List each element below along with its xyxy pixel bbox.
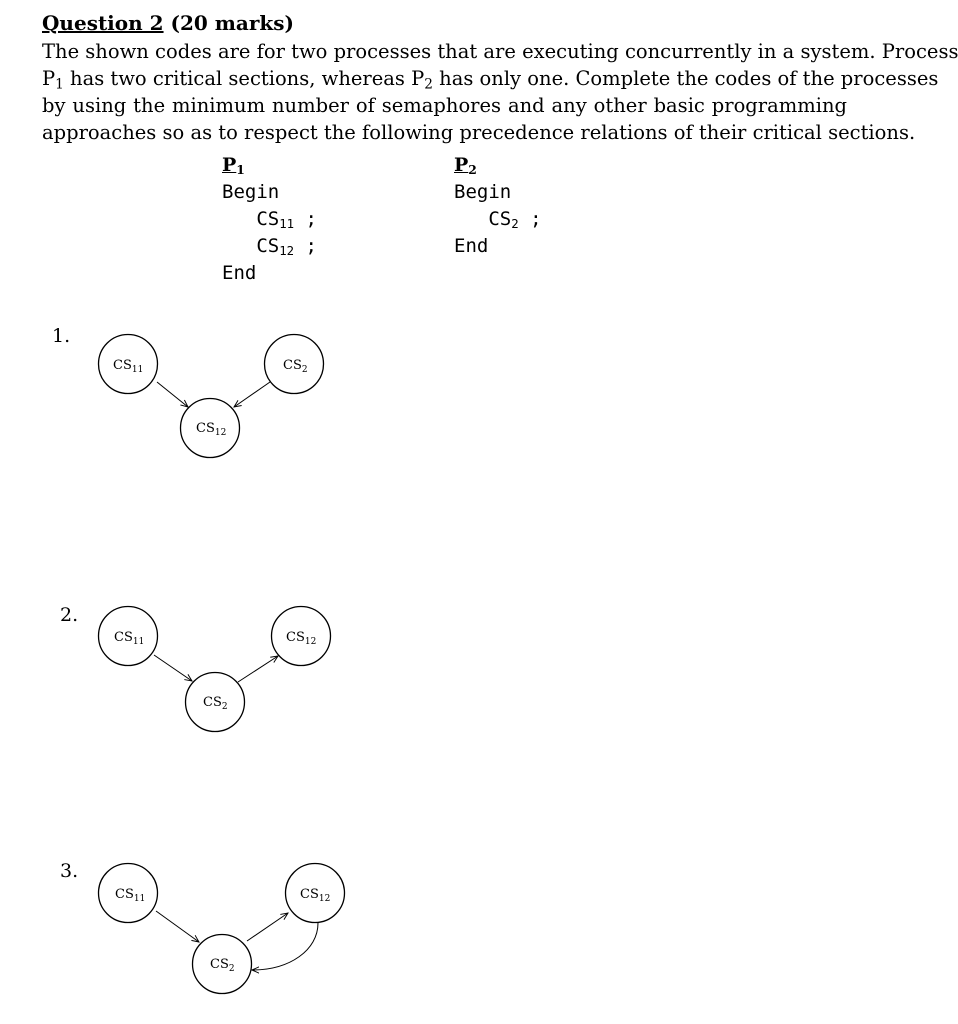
label-cs11: $CS_{11}$ xyxy=(113,358,144,375)
edge-cs12-to-cs2 xyxy=(252,923,318,970)
label-cs12: $CS_{12}$ xyxy=(196,421,227,438)
edge-cs11-to-cs12 xyxy=(157,382,188,407)
question-title: Question 2 xyxy=(42,11,164,35)
diagram-number-2: 2. xyxy=(60,604,79,626)
p2-begin: Begin xyxy=(454,181,512,203)
question-marks: (20 marks) xyxy=(163,11,295,35)
p1-end: End xyxy=(222,262,257,284)
label-cs12: $CS_{12}$ xyxy=(300,887,331,904)
text-run: has two critical sections, whereas P xyxy=(63,67,425,90)
p2-title: $P_2$ xyxy=(454,154,477,178)
p1-line-cs12: $CS_{12}$ ; xyxy=(256,235,317,259)
label-cs2: $CS_2$ xyxy=(283,358,308,375)
edge-cs11-to-cs2 xyxy=(156,911,199,942)
text-run: approaches so as to respect the following precedence relations of their critical sections. xyxy=(42,121,916,144)
p1-title: $P_1$ xyxy=(222,154,245,178)
diagram-2 xyxy=(99,607,331,732)
label-cs11: $CS_{11}$ xyxy=(114,630,145,647)
subscript: 1 xyxy=(55,76,64,93)
label-cs12: $CS_{12}$ xyxy=(286,630,317,647)
diagram-number-3: 3. xyxy=(60,860,79,882)
diagram-3 xyxy=(99,864,345,994)
text-run: by using the minimum number of semaphores and any other basic programming xyxy=(42,94,847,117)
edge-cs2-to-cs12 xyxy=(247,913,288,941)
p1-line-cs11: $CS_{11}$ ; xyxy=(256,208,317,232)
edge-cs2-to-cs12 xyxy=(234,382,270,407)
diagram-1 xyxy=(99,335,324,458)
text-run: P xyxy=(42,67,56,90)
label-cs2: $CS_2$ xyxy=(203,695,228,712)
label-cs2: $CS_2$ xyxy=(210,957,235,974)
text-run: The shown codes are for two processes that are executing concurrently in a system. Process xyxy=(42,40,958,63)
p1-begin: Begin xyxy=(222,181,280,203)
edge-cs11-to-cs2 xyxy=(154,655,192,681)
text-run: has only one. Complete the codes of the processes xyxy=(432,67,939,90)
label-cs11: $CS_{11}$ xyxy=(115,887,146,904)
p2-line-cs2: $CS_2$ ; xyxy=(488,208,542,232)
subscript: 2 xyxy=(424,76,433,93)
edge-cs2-to-cs12 xyxy=(238,656,278,682)
diagram-number-1: 1. xyxy=(52,325,71,347)
p2-end: End xyxy=(454,235,489,257)
